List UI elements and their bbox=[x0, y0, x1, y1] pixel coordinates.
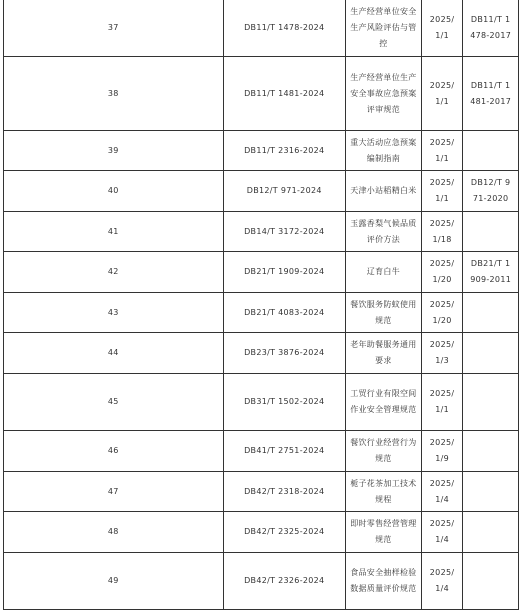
effective-date-year: 2025/ bbox=[429, 259, 455, 268]
standard-code-cell: DB42/T 2318-2024 bbox=[223, 472, 345, 512]
effective-date-cell bbox=[421, 333, 462, 374]
table-row bbox=[4, 333, 519, 374]
effective-date-year: 2025/ bbox=[429, 80, 455, 90]
replaced-standard-cell bbox=[463, 293, 519, 333]
replaced-standard-part1: DB11/T 1 bbox=[470, 15, 511, 24]
effective-date-cell bbox=[421, 472, 462, 512]
row-number-cell: 46 bbox=[4, 431, 224, 472]
row-number-cell: 48 bbox=[4, 512, 224, 553]
replaced-standard-cell bbox=[463, 252, 519, 293]
table-row bbox=[4, 212, 519, 252]
effective-date-year: 2025/ bbox=[429, 178, 455, 187]
effective-date-day: 1/1 bbox=[435, 405, 449, 414]
row-number-cell: 49 bbox=[4, 553, 224, 610]
row-number-cell: 38 bbox=[4, 57, 224, 131]
replaced-standard-part2: 481-2017 bbox=[470, 96, 512, 106]
replaced-standard-part2: 478-2017 bbox=[470, 31, 512, 40]
effective-date-year: 2025/ bbox=[429, 340, 455, 349]
replaced-standard-cell bbox=[463, 212, 519, 252]
standards-table bbox=[3, 0, 519, 610]
table-row bbox=[4, 472, 519, 512]
effective-date-day: 1/20 bbox=[432, 315, 452, 325]
standard-code-cell: DB23/T 3876-2024 bbox=[223, 333, 345, 374]
effective-date-cell bbox=[421, 171, 462, 212]
table-row bbox=[4, 374, 519, 431]
replaced-standard-part1: DB12/T 9 bbox=[470, 178, 511, 187]
effective-date-day: 1/1 bbox=[435, 96, 449, 106]
row-number-cell: 41 bbox=[4, 212, 224, 252]
standard-code-cell: DB12/T 971-2024 bbox=[223, 171, 345, 212]
standard-title-cell: 天津小站稻精白米 bbox=[345, 171, 421, 212]
standard-code-cell: DB11/T 1481-2024 bbox=[223, 57, 345, 131]
effective-date-day: 1/4 bbox=[435, 535, 449, 544]
effective-date-year: 2025/ bbox=[429, 389, 455, 398]
replaced-standard-part2: 909-2011 bbox=[470, 275, 512, 284]
effective-date-cell bbox=[421, 512, 462, 553]
row-number-cell: 43 bbox=[4, 293, 224, 333]
row-number-cell: 40 bbox=[4, 171, 224, 212]
table-row bbox=[4, 293, 519, 333]
effective-date-cell bbox=[421, 374, 462, 431]
standard-title-cell: 食品安全抽样检验数据质量评价规范 bbox=[345, 553, 421, 610]
effective-date-day: 1/1 bbox=[435, 153, 449, 163]
effective-date-day: 1/9 bbox=[435, 454, 449, 463]
effective-date-year: 2025/ bbox=[429, 438, 455, 447]
standard-code-cell: DB21/T 1909-2024 bbox=[223, 252, 345, 293]
effective-date-cell bbox=[421, 252, 462, 293]
standard-title-cell: 餐饮服务防蚊使用规范 bbox=[345, 293, 421, 333]
table-row bbox=[4, 0, 519, 57]
standard-code-cell: DB11/T 1478-2024 bbox=[223, 0, 345, 57]
effective-date-cell bbox=[421, 293, 462, 333]
standard-code-cell: DB31/T 1502-2024 bbox=[223, 374, 345, 431]
effective-date-year: 2025/ bbox=[429, 519, 455, 528]
replaced-standard-cell bbox=[463, 431, 519, 472]
standard-title-cell: 生产经营单位安全生产风险评估与管控 bbox=[345, 0, 421, 57]
standard-code-cell: DB42/T 2326-2024 bbox=[223, 553, 345, 610]
table-row bbox=[4, 131, 519, 171]
effective-date-day: 1/1 bbox=[435, 31, 449, 40]
effective-date-year: 2025/ bbox=[429, 568, 455, 577]
standard-title-cell: 生产经营单位生产安全事故应急预案评审规范 bbox=[345, 57, 421, 131]
effective-date-day: 1/20 bbox=[432, 275, 452, 284]
standard-title-cell: 玉露香梨气候品质评价方法 bbox=[345, 212, 421, 252]
standard-title-cell: 即时零售经营管理规范 bbox=[345, 512, 421, 553]
row-number-cell: 45 bbox=[4, 374, 224, 431]
replaced-standard-cell bbox=[463, 374, 519, 431]
effective-date-year: 2025/ bbox=[429, 218, 455, 228]
standard-code-cell: DB21/T 4083-2024 bbox=[223, 293, 345, 333]
row-number-cell: 39 bbox=[4, 131, 224, 171]
standard-title-cell: 重大活动应急预案编制指南 bbox=[345, 131, 421, 171]
effective-date-cell bbox=[421, 431, 462, 472]
replaced-standard-cell bbox=[463, 333, 519, 374]
effective-date-day: 1/1 bbox=[435, 194, 449, 203]
effective-date-day: 1/4 bbox=[435, 584, 449, 593]
table-row bbox=[4, 431, 519, 472]
effective-date-cell bbox=[421, 212, 462, 252]
replaced-standard-part1: DB21/T 1 bbox=[470, 259, 511, 268]
replaced-standard-cell bbox=[463, 131, 519, 171]
row-number-cell: 42 bbox=[4, 252, 224, 293]
effective-date-cell bbox=[421, 57, 462, 131]
standard-code-cell: DB42/T 2325-2024 bbox=[223, 512, 345, 553]
table-row bbox=[4, 252, 519, 293]
table-row bbox=[4, 57, 519, 131]
replaced-standard-part1: DB11/T 1 bbox=[470, 80, 511, 90]
effective-date-day: 1/18 bbox=[432, 234, 452, 244]
replaced-standard-cell bbox=[463, 472, 519, 512]
replaced-standard-cell bbox=[463, 57, 519, 131]
row-number-cell: 37 bbox=[4, 0, 224, 57]
table-row bbox=[4, 553, 519, 610]
effective-date-cell bbox=[421, 0, 462, 57]
table-row bbox=[4, 171, 519, 212]
replaced-standard-cell bbox=[463, 171, 519, 212]
standards-table-body bbox=[4, 0, 519, 610]
standard-title-cell: 工贸行业有限空间作业安全管理规范 bbox=[345, 374, 421, 431]
effective-date-year: 2025/ bbox=[429, 137, 455, 147]
table-row bbox=[4, 512, 519, 553]
row-number-cell: 47 bbox=[4, 472, 224, 512]
effective-date-year: 2025/ bbox=[429, 299, 455, 309]
replaced-standard-cell bbox=[463, 512, 519, 553]
standard-code-cell: DB11/T 2316-2024 bbox=[223, 131, 345, 171]
row-number-cell: 44 bbox=[4, 333, 224, 374]
replaced-standard-cell bbox=[463, 0, 519, 57]
effective-date-year: 2025/ bbox=[429, 15, 455, 24]
effective-date-cell bbox=[421, 553, 462, 610]
effective-date-year: 2025/ bbox=[429, 478, 455, 488]
effective-date-day: 1/4 bbox=[435, 494, 449, 504]
standard-title-cell: 栀子花茶加工技术规程 bbox=[345, 472, 421, 512]
replaced-standard-part2: 71-2020 bbox=[472, 194, 509, 203]
standard-code-cell: DB41/T 2751-2024 bbox=[223, 431, 345, 472]
replaced-standard-cell bbox=[463, 553, 519, 610]
standard-title-cell: 老年助餐服务通用要求 bbox=[345, 333, 421, 374]
standard-title-cell: 餐饮行业经营行为规范 bbox=[345, 431, 421, 472]
standard-code-cell: DB14/T 3172-2024 bbox=[223, 212, 345, 252]
effective-date-cell bbox=[421, 131, 462, 171]
effective-date-day: 1/3 bbox=[435, 356, 449, 365]
standard-title-cell: 辽育白牛 bbox=[345, 252, 421, 293]
